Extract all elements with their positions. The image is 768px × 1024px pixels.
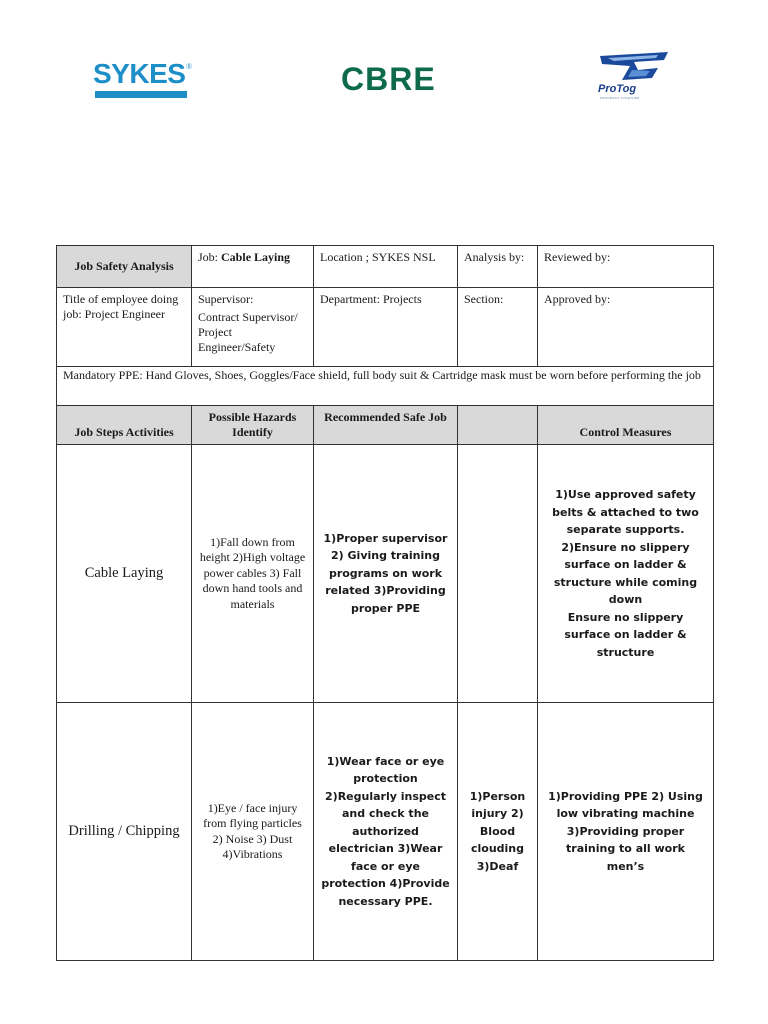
supervisor-label: Supervisor: <box>198 292 254 306</box>
jsa-title <box>57 246 192 288</box>
job-label: Job: <box>198 250 219 264</box>
col-header-control <box>538 406 714 445</box>
section-label: Section: <box>464 292 504 306</box>
section-cell <box>458 288 538 367</box>
safe-job-text: 1)Proper supervisor 2) Giving training programs on work related 3)Providing proper PPE <box>323 531 448 615</box>
col-header-blank <box>458 406 538 445</box>
job-safety-analysis-table <box>56 245 714 961</box>
department-text: Department: Projects <box>320 292 422 306</box>
sykes-logo-text: SYKES <box>93 58 186 89</box>
control-text: 1)Use approved safety belts & attached to two separate supports. 2)Ensure no slippery surface on ladder & structure while coming down <box>552 488 699 606</box>
approved-by-label: Approved by: <box>544 292 611 306</box>
col-header-safe-job-text: Recommended Safe Job <box>324 410 447 424</box>
control-cell <box>538 703 714 961</box>
hazards-cell <box>192 445 314 703</box>
col-header-steps <box>57 406 192 445</box>
department-cell <box>314 288 458 367</box>
reviewed-by-cell <box>538 246 714 288</box>
safe-job-cell <box>314 445 458 703</box>
job-value: Cable Laying <box>221 250 291 264</box>
step-text: Drilling / Chipping <box>68 823 180 839</box>
location-text: Location ; SYKES NSL <box>320 250 436 264</box>
col-header-safe-job <box>314 406 458 445</box>
table-row <box>57 703 714 961</box>
extra-cell <box>458 703 538 961</box>
hazards-text: 1)Fall down from height 2)High voltage power cables 3) Fall down hand tools and materials <box>199 534 306 611</box>
col-header-hazards-text: Possible Hazards Identify <box>208 410 297 439</box>
protog-logo <box>594 50 674 102</box>
jsa-title-text: Job Safety Analysis <box>74 259 174 273</box>
employee-title-text: Title of employee doing job: Project Engineer <box>63 292 179 321</box>
step-cell <box>57 445 192 703</box>
header-row-1 <box>57 246 714 288</box>
supervisor-value: Contract Supervisor/ Project Engineer/Safety <box>198 310 298 354</box>
ppe-row <box>57 367 714 406</box>
step-cell <box>57 703 192 961</box>
control-text: 1)Providing PPE 2) Using low vibrating machine 3)Providing proper training to all work men’s <box>548 789 703 873</box>
safe-job-cell <box>314 703 458 961</box>
sykes-logo <box>93 60 191 100</box>
col-header-control-text: Control Measures <box>579 425 672 439</box>
registered-mark-icon: ® <box>186 62 193 71</box>
header-row-2 <box>57 288 714 367</box>
extra-text: 1)Person injury 2) Blood clouding 3)Deaf <box>469 789 526 873</box>
protog-logo-text: ProTog <box>598 83 637 95</box>
column-header-row <box>57 406 714 445</box>
approved-by-cell <box>538 288 714 367</box>
hazards-cell <box>192 703 314 961</box>
step-text: Cable Laying <box>84 565 164 581</box>
employee-title-cell <box>57 288 192 367</box>
table-row <box>57 445 714 703</box>
supervisor-cell <box>192 288 314 367</box>
cbre-logo <box>341 62 491 96</box>
job-cell <box>192 246 314 288</box>
sykes-logo-bar <box>95 91 187 98</box>
col-header-steps-text: Job Steps Activities <box>74 425 174 439</box>
safe-job-text: 1)Wear face or eye protection 2)Regularly inspect and check the authorized electrician 3)Wear face or eye protection 4)Provide necessary PPE. <box>321 754 450 908</box>
protog-emblem-icon <box>594 50 674 84</box>
cbre-logo-text: CBRE <box>341 61 436 97</box>
mandatory-ppe-text: Mandatory PPE: Hand Gloves, Shoes, Goggles/Face shield, full body suit & Cartridge mask must be worn before performing the job <box>63 368 701 382</box>
protog-tagline: PROGRESS TOGETHER <box>600 96 640 100</box>
col-header-hazards <box>192 406 314 445</box>
analysis-by-label: Analysis by: <box>464 250 525 264</box>
analysis-by-cell <box>458 246 538 288</box>
hazards-text: 1)Eye / face injury from flying particles 2) Noise 3) Dust 4)Vibrations <box>203 800 302 861</box>
extra-cell <box>458 445 538 703</box>
control-cell <box>538 445 714 703</box>
control-text-extra: Ensure no slippery surface on ladder & structure <box>564 610 687 659</box>
location-cell <box>314 246 458 288</box>
mandatory-ppe-cell <box>57 367 714 406</box>
reviewed-by-label: Reviewed by: <box>544 250 611 264</box>
